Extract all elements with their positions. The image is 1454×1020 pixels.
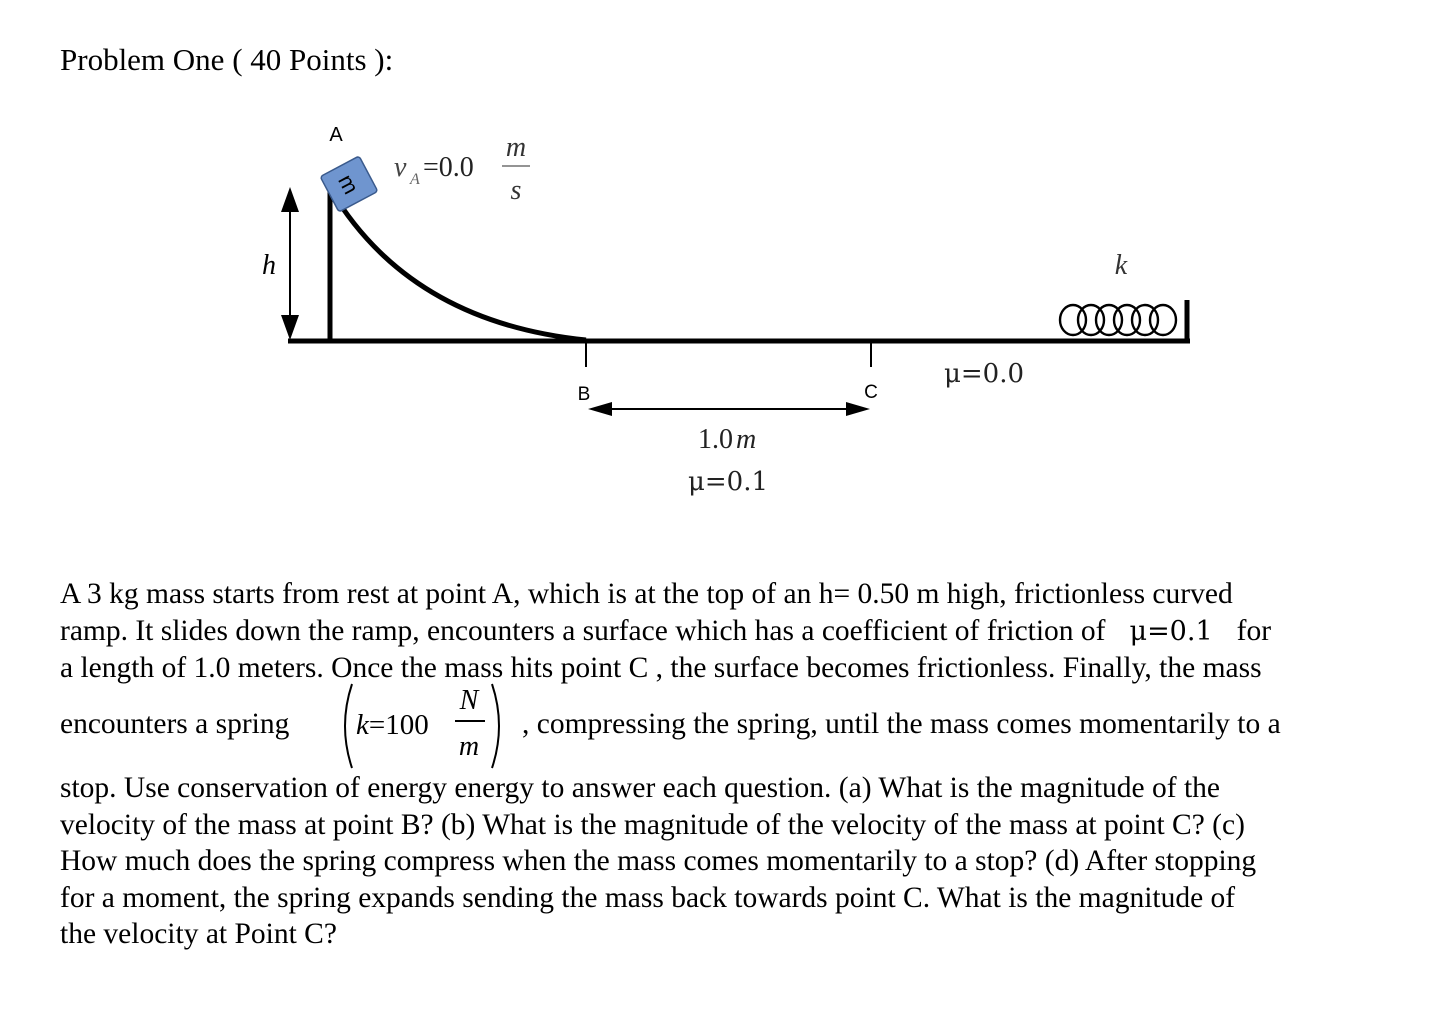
text-line-4	[60, 680, 1440, 772]
spring	[1060, 305, 1176, 335]
distance-arrow	[588, 402, 870, 416]
velocity-value: =0.0	[423, 152, 474, 183]
problem-text-lower	[60, 770, 1256, 953]
problem-text-upper	[60, 576, 1271, 687]
spring-constant-expr: k=100	[356, 709, 429, 741]
velocity-symbol: v	[394, 152, 407, 183]
right-paren	[490, 680, 504, 772]
height-label: h	[262, 250, 276, 281]
spring-unit-numerator: N	[459, 685, 479, 716]
point-c-label: C	[864, 382, 878, 403]
velocity-unit-numerator: m	[505, 132, 527, 163]
friction-right-label: μ=0.0	[944, 359, 1025, 389]
problem-title: Problem One ( 40 Points ):	[60, 42, 394, 77]
friction-bc-label: μ=0.1	[688, 467, 769, 497]
velocity-unit-denominator: s	[510, 175, 522, 206]
height-arrow	[281, 187, 299, 340]
text-line-7: How much does the spring compress when the mass comes momentarily to a stop? (d) After stopping	[60, 845, 1257, 877]
text-line-8: for a moment, the spring expands sending the mass back towards point C. What is the magnitude of	[60, 881, 1236, 914]
mass-label: m	[333, 170, 364, 199]
spring-unit-denominator: m	[458, 731, 480, 762]
point-b-label: B	[577, 384, 591, 405]
spring-constant-label: k	[1114, 250, 1128, 281]
spring-outro-text: , compressing the spring, until the mass comes momentarily to a	[522, 708, 1281, 740]
text-line-2: ramp. It slides down the ramp, encounters a surface which has a coefficient of friction of μ=0.1 for	[60, 614, 1272, 647]
velocity-subscript: A	[410, 171, 420, 188]
text-line-5: stop. Use conservation of energy energy to answer each question. (a) What is the magnitude of the	[60, 772, 1220, 804]
point-a-label: A	[329, 124, 343, 146]
text-line-3: a length of 1.0 meters. Once the mass hits point C , the surface becomes frictionless. Finally, the mass	[60, 652, 1262, 684]
text-line-1: A 3 kg mass starts from rest at point A, which is at the top of an h= 0.50 m high, frictionless curved	[60, 578, 1233, 610]
left-paren	[340, 680, 354, 772]
spring-unit-bar	[455, 720, 485, 722]
text-line-9: the velocity at Point C?	[60, 918, 337, 950]
spring-intro-text: encounters a spring	[60, 708, 290, 740]
ramp-curve	[331, 190, 586, 340]
distance-label: 1.0 m	[698, 424, 757, 455]
text-line-6: velocity of the mass at point B? (b) What is the magnitude of the velocity of the mass at point C? (c)	[60, 808, 1245, 841]
